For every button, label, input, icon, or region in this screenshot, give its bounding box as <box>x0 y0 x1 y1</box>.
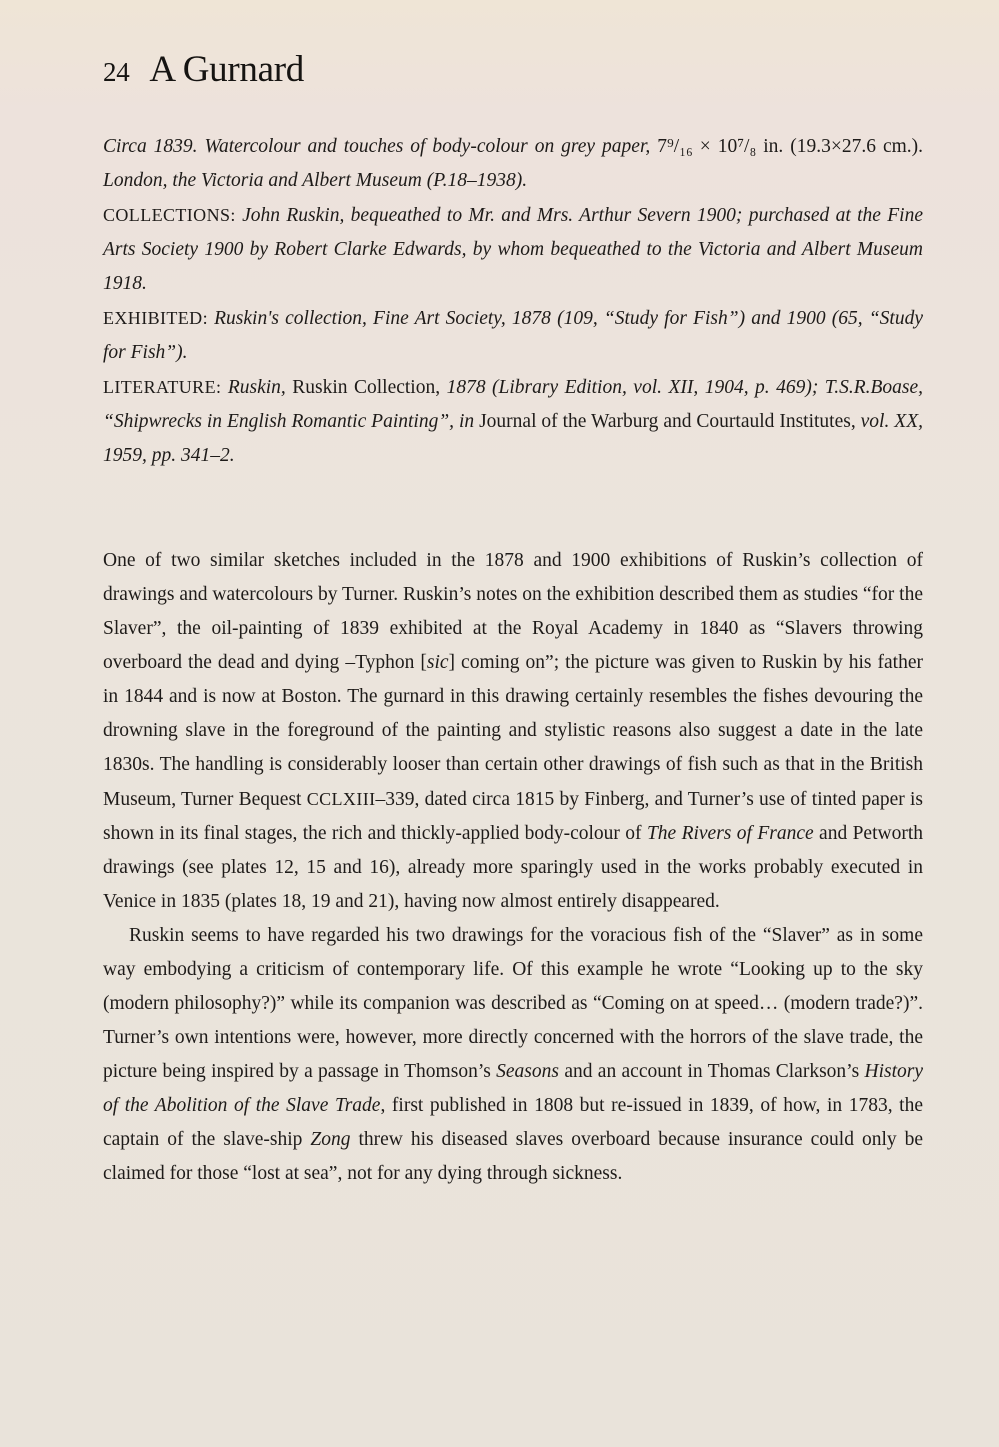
catalogue-entry <box>103 130 923 473</box>
work-title: History of the Abolition of the Slave Trade <box>103 1061 924 1116</box>
literature-label: LITERATURE: <box>103 377 222 397</box>
dimensions-cm: (19.3×27.6 cm.). <box>790 136 924 157</box>
essay <box>103 544 923 1191</box>
essay-paragraph <box>103 544 923 919</box>
exhibited-text: Ruskin's collection, Fine Art Society, 1878 (109, “Study for Fish”) and 1900 (65, “Study for Fish”). <box>103 308 923 363</box>
essay-text: , first published in 1808 but re-issued in 1839, of how, in 1783, the captain of the slave-ship <box>103 1095 924 1150</box>
plate-number: 24 <box>103 57 130 87</box>
bequest-reference: CCLXIII <box>306 789 376 809</box>
plate-heading <box>103 44 923 98</box>
catalogue-description <box>103 130 923 198</box>
work-title: Seasons <box>496 1061 559 1082</box>
ship-name: Zong <box>310 1129 351 1150</box>
plate-title: A Gurnard <box>149 49 304 90</box>
exhibited <box>103 301 923 370</box>
book-page <box>103 44 923 1191</box>
essay-text: threw his diseased slaves overboard because insurance could only be claimed for those “lost at sea”, not for any dying through sickness. <box>103 1129 923 1184</box>
location: London, the Victoria and Albert Museum (P.18–1938). <box>103 170 528 191</box>
essay-text: ] coming on”; the picture was given to Ruskin by his father in 1844 and is now at Boston. The gurnard in this drawing certainly resembles the fishes devouring the drowning slave in the foreground of the painting and stylistic reasons also suggest a date in the late 1830s. The handling is considerably looser than certain other drawings of fish such as that in the British Museum, Turner Bequest <box>103 652 923 810</box>
literature-work: Ruskin Collection, <box>285 377 447 398</box>
essay-text: One of two similar sketches included in the 1878 and 1900 exhibitions of Ruskin’s collection of drawings and watercolours by Turner. Ruskin’s notes on the exhibition described them as studies “for the Slaver”, the oil-painting of 1839 exhibited at the Royal Academy in 1840 as “Slavers throwing overboard the dead and dying –Typhon [ <box>103 550 923 673</box>
date: Circa 1839. <box>103 136 198 157</box>
collections-label: COLLECTIONS: <box>103 205 236 225</box>
essay-paragraph <box>103 919 923 1191</box>
collections-text: John Ruskin, bequeathed to Mr. and Mrs. Arthur Severn 1900; purchased at the Fine Arts Society 1900 by Robert Clarke Edwards, by whom bequeathed to the Victoria and Albert Museum 1918. <box>103 205 924 294</box>
essay-text: and Petworth drawings (see plates 12, 15 and 16), already more sparingly used in the works probably executed in Venice in 1835 (plates 18, 19 and 21), having now almost entirely disappeared. <box>103 823 923 912</box>
work-title: The Rivers of France <box>646 823 814 844</box>
dimensions-inches-unit: in. <box>763 136 784 157</box>
collections <box>103 198 923 301</box>
literature-details: 1878 (Library Edition, vol. XII, 1904, p. 469); T.S.R.Boase, “Shipwrecks in English Romantic Painting”, in <box>103 377 924 432</box>
essay-text: –339, dated circa 1815 by Finberg, and Turner’s use of tinted paper is shown in its final stages, the rich and thickly-applied body-colour of <box>103 789 923 844</box>
literature-journal: Journal of the Warburg and Courtauld Institutes, <box>474 411 861 432</box>
essay-text: Ruskin seems to have regarded his two drawings for the voracious fish of the “Slaver” as in some way embodying a criticism of contemporary life. Of this example he wrote “Looking up to the sky (modern philosophy?)” while its companion was described as “Coming on at speed… (modern trade?)”. Turner’s own intentions were, however, more directly concerned with the horrors of the slave trade, the picture being inspired by a passage in Thomson’s <box>103 925 923 1082</box>
sic-note: sic <box>426 652 449 673</box>
exhibited-label: EXHIBITED: <box>103 308 208 328</box>
literature-author: Ruskin, <box>227 377 286 398</box>
literature <box>103 370 923 473</box>
essay-text: and an account in Thomas Clarkson’s <box>559 1061 865 1082</box>
medium: Watercolour and touches of body-colour on grey paper, <box>204 136 651 157</box>
literature-volume: vol. XX, 1959, pp. 341–2. <box>103 411 923 466</box>
dimensions-inches: 7⁹/₁₆ × 10⁷/₈ <box>657 136 757 157</box>
